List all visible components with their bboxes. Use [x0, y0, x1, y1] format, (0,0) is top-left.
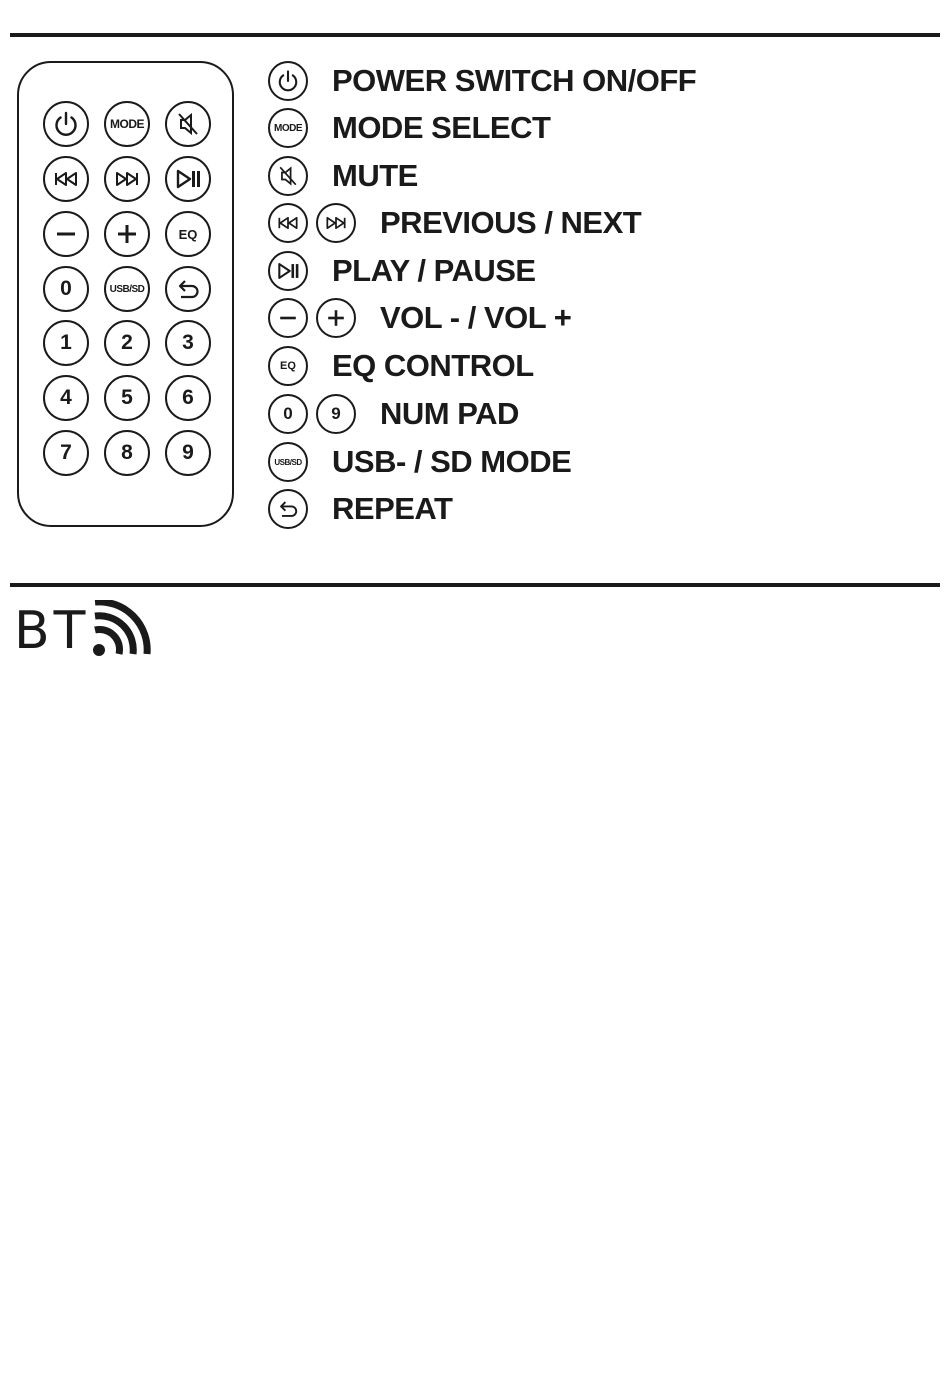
- num-label: 3: [182, 331, 194, 354]
- legend-next-icon-badge: [316, 203, 356, 243]
- mode-label: MODE: [274, 122, 302, 134]
- num-label: 8: [121, 441, 133, 464]
- next-icon: [112, 164, 142, 194]
- repeat-icon: [275, 496, 301, 522]
- num-label: 0: [283, 404, 293, 423]
- legend-num-0-icon-badge: [268, 394, 308, 434]
- legend-num-9-icon-badge: [316, 394, 356, 434]
- remote-num-1-button: [43, 320, 89, 366]
- legend-row-volume: [268, 297, 571, 339]
- usb-sd-label: USB/SD: [274, 457, 302, 467]
- usb-sd-label: USB/SD: [109, 283, 145, 295]
- legend-play-pause-icon-badge: [268, 251, 308, 291]
- remote-num-8-button: [104, 430, 150, 476]
- remote-num-6-button: [165, 375, 211, 421]
- num-label: 2: [121, 331, 133, 354]
- legend-row-repeat: [268, 488, 452, 530]
- power-icon: [275, 68, 301, 94]
- remote-repeat-button: [165, 266, 211, 312]
- next-icon: [323, 210, 349, 236]
- legend-label: MUTE: [332, 158, 418, 193]
- num-label: 7: [60, 441, 72, 464]
- play-pause-icon: [173, 164, 203, 194]
- eq-label: EQ: [280, 360, 296, 372]
- remote-num-3-button: [165, 320, 211, 366]
- previous-icon: [51, 164, 81, 194]
- legend-label: VOL - / VOL +: [380, 300, 572, 335]
- repeat-icon: [173, 274, 203, 304]
- legend-label: USB- / SD MODE: [332, 444, 572, 479]
- mute-icon: [173, 109, 203, 139]
- remote-num-9-button: [165, 430, 211, 476]
- legend-power-icon-badge: [268, 61, 308, 101]
- remote-power-button: [43, 101, 89, 147]
- mute-icon: [275, 163, 301, 189]
- legend-usb-sd-icon-badge: [268, 442, 308, 482]
- mode-label: MODE: [110, 117, 144, 131]
- minus-icon: [275, 305, 301, 331]
- legend-previous-icon-badge: [268, 203, 308, 243]
- legend-plus-icon-badge: [316, 298, 356, 338]
- section-divider: [10, 583, 940, 587]
- num-label: 9: [182, 441, 194, 464]
- num-label: 5: [121, 386, 133, 409]
- legend-row-previous-next: [268, 202, 641, 244]
- legend-row-eq: [268, 345, 534, 387]
- legend-row-num-pad: [268, 393, 519, 435]
- legend-label: PLAY / PAUSE: [332, 253, 536, 288]
- legend-label: REPEAT: [332, 491, 453, 526]
- plus-icon: [112, 219, 142, 249]
- legend-repeat-icon-badge: [268, 489, 308, 529]
- remote-num-4-button: [43, 375, 89, 421]
- num-label: 1: [60, 331, 72, 354]
- remote-control: [17, 61, 234, 527]
- num-label: 4: [60, 386, 72, 409]
- remote-num-2-button: [104, 320, 150, 366]
- legend-row-power: [268, 60, 696, 102]
- remote-volume-down-button: [43, 211, 89, 257]
- minus-icon: [51, 219, 81, 249]
- remote-play-pause-button: [165, 156, 211, 202]
- legend-row-mute: [268, 155, 418, 197]
- legend-row-play-pause: [268, 250, 536, 292]
- play-pause-icon: [275, 258, 301, 284]
- num-label: 0: [60, 277, 72, 300]
- remote-num-0-button: [43, 266, 89, 312]
- legend-label: PREVIOUS / NEXT: [380, 205, 642, 240]
- plus-icon: [323, 305, 349, 331]
- remote-previous-button: [43, 156, 89, 202]
- remote-num-7-button: [43, 430, 89, 476]
- remote-mute-button: [165, 101, 211, 147]
- legend-label: POWER SWITCH ON/OFF: [332, 63, 697, 98]
- legend-mode-icon-badge: [268, 108, 308, 148]
- remote-num-5-button: [104, 375, 150, 421]
- legend-label: NUM PAD: [380, 396, 519, 431]
- wireless-signal-icon: [91, 600, 151, 658]
- legend-label: MODE SELECT: [332, 110, 551, 145]
- power-icon: [51, 109, 81, 139]
- remote-next-button: [104, 156, 150, 202]
- legend-minus-icon-badge: [268, 298, 308, 338]
- bt-logo: [14, 600, 151, 661]
- top-divider: [10, 33, 940, 37]
- legend-row-usb-sd: [268, 441, 571, 483]
- bt-text: BT: [14, 601, 90, 661]
- remote-eq-button: [165, 211, 211, 257]
- previous-icon: [275, 210, 301, 236]
- legend-row-mode: [268, 107, 550, 149]
- legend-eq-icon-badge: [268, 346, 308, 386]
- num-label: 9: [331, 404, 341, 423]
- remote-volume-up-button: [104, 211, 150, 257]
- remote-usb-sd-button: [104, 266, 150, 312]
- legend-mute-icon-badge: [268, 156, 308, 196]
- eq-label: EQ: [178, 226, 198, 242]
- legend-label: EQ CONTROL: [332, 348, 534, 383]
- num-label: 6: [182, 386, 194, 409]
- remote-mode-button: [104, 101, 150, 147]
